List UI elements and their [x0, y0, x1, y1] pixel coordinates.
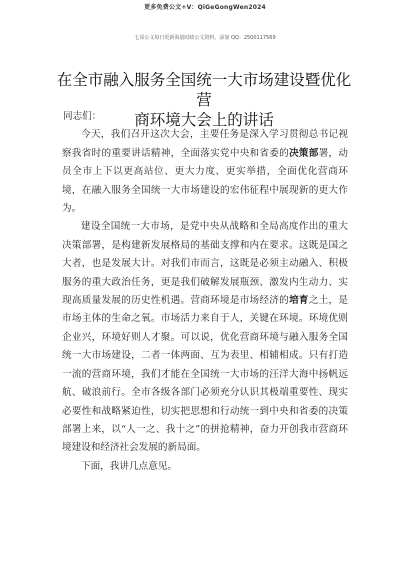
paragraph-1-text-a: 今天，我们召开这次大会，主要任务是深入学习贯彻总书记视察我省时的重要讲话精神，全面落实党中央和省委的: [62, 129, 348, 159]
paragraph-2: [62, 218, 348, 457]
promo-banner: 更多免费公文+V：QiGeGongWen2024: [144, 4, 266, 11]
paragraph-2-text-a: 建设全国统一大市场，是党中央从战略和全局高度作出的重大决策部署，是构建新发展格局的基础支撑和内在要求。这既是国之大者，也是发展大计。对我们市而言，这既是必须主动融入、积极服务的重大政治任务，更是我们破解发展瓶颈、激发内生动力、实现高质量发展的历史性机遇。营商环境是市场经济的: [62, 221, 348, 307]
paragraph-2-text-b: 之土，是市场主体的生命之氧。市场活力来自于人，关键在环境。环境优则企业兴，环境好则人才聚。可以说，优化营商环境与融入服务全国统一大市场建设，二者一体两面、互为表里、相辅相成。只有打造一流的营商环境，我们才能在全国统一大市场的汪洋大海中扬帆远航、破浪前行。全市各级各部门必须充分认识其极端重要性、现实必要性和战略紧迫性，切实把思想和行动统一到中央和省委的决策部署上来，以“人一之、我十之”的拼抢精神，奋力开创我市营商环境建设和经济社会发展的新局面。: [62, 295, 349, 454]
paragraph-1-text-b: 署，动员全市上下以更高站位、更大力度、更实举措，全面优化营商环境，在融入服务全国统一大市场建设的宏伟征程中展现新的更大作为。: [62, 147, 349, 215]
salutation: 同志们：: [63, 111, 102, 122]
paragraph-2-bold: 培育: [289, 295, 309, 307]
speech-body: [62, 108, 348, 476]
paragraph-1: [62, 126, 348, 218]
paragraph-3: 下面，我讲几点意见。: [81, 460, 177, 472]
promo-subbanner: 七哥公文每日更新海量时政公文资料，添加 QQ：2500117569: [134, 35, 276, 41]
speech-title-line-1: 在全市融入服务全国统一大市场建设暨优化营: [56, 71, 352, 109]
paragraph-1-bold: 决策部: [289, 147, 319, 159]
speech-title-line-2: 商环境大会上的讲话: [134, 111, 274, 129]
